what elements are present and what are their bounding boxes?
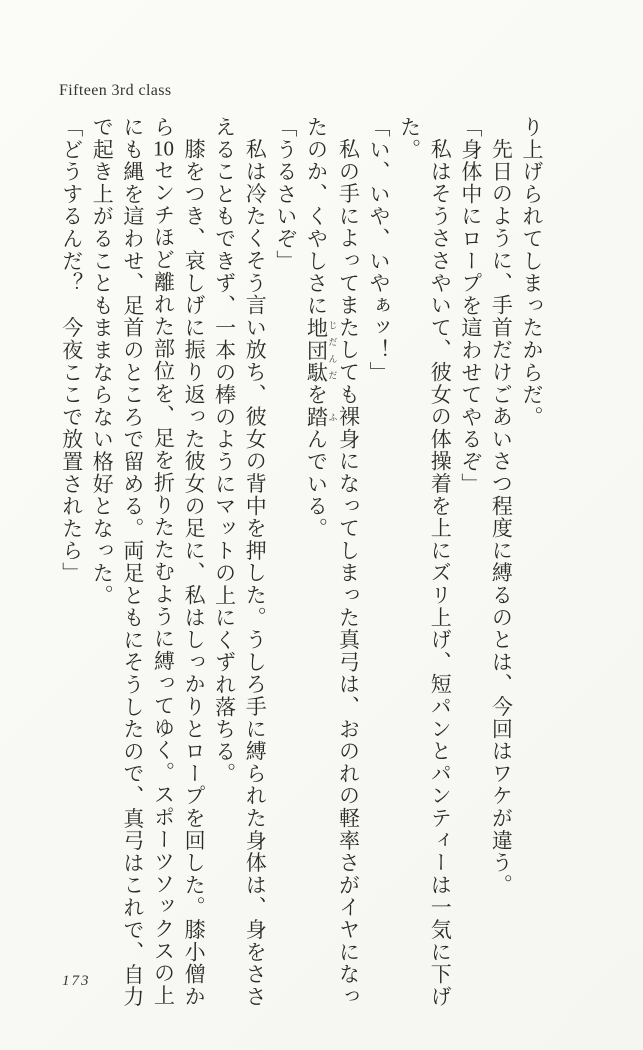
paragraph: 膝をつき、哀しげに振り返った彼女の足に、私はしっかりとロープを回した。膝小僧から10センチほど離れた部位を、足を折りたたむように縛ってゆく。スポーツソックスの上にも縄を這わせ、足首のところで留める。両足ともにそうしたので、真弓はこれで、自力で起き上がることもままならない格好となった。 xyxy=(90,116,207,1008)
page-number: 173 xyxy=(62,973,91,989)
tate-chu-yoko-number: 10 xyxy=(152,138,174,160)
paragraph: 「うるさいぞ」 xyxy=(273,116,298,273)
paragraph: 先日のように、手首だけごあいさつ程度に縛るのとは、今回はワケが違う。 xyxy=(489,138,514,897)
paragraph: 「い、いや、いやぁッ！」 xyxy=(367,116,392,384)
ruby-annotated-word: 地団駄 じだんだ xyxy=(304,316,338,384)
paragraph: 私の手によってまたしても裸身になってしまった真弓は、おのれの軽率さがイヤになったのか、くやしさに地団駄 じだんだを踏 ふんでいる。 xyxy=(304,116,361,1008)
paragraph: り上げられてしまったからだ。 xyxy=(520,116,544,429)
text-block xyxy=(56,116,547,1009)
paragraph: 「身体中にロープを這わせてやるぞ」 xyxy=(458,116,483,496)
running-header: Fifteen 3rd class xyxy=(59,82,172,99)
ruby-annotated-word: 踏 ふ xyxy=(304,405,338,429)
paragraph: 「どうするんだ？ 今夜ここで放置されたら」 xyxy=(59,116,84,585)
paragraph: 私は冷たくそう言い放ち、彼女の背中を押した。うしろ手に縛られた身体は、身をささえることもできず、一本の棒のようにマットの上にくずれ落ちる。 xyxy=(212,116,268,1008)
paragraph: 私はそうささやいて、彼女の体操着を上にズリ上げ、短パンとパンティーは一気に下げた。 xyxy=(397,116,453,1008)
